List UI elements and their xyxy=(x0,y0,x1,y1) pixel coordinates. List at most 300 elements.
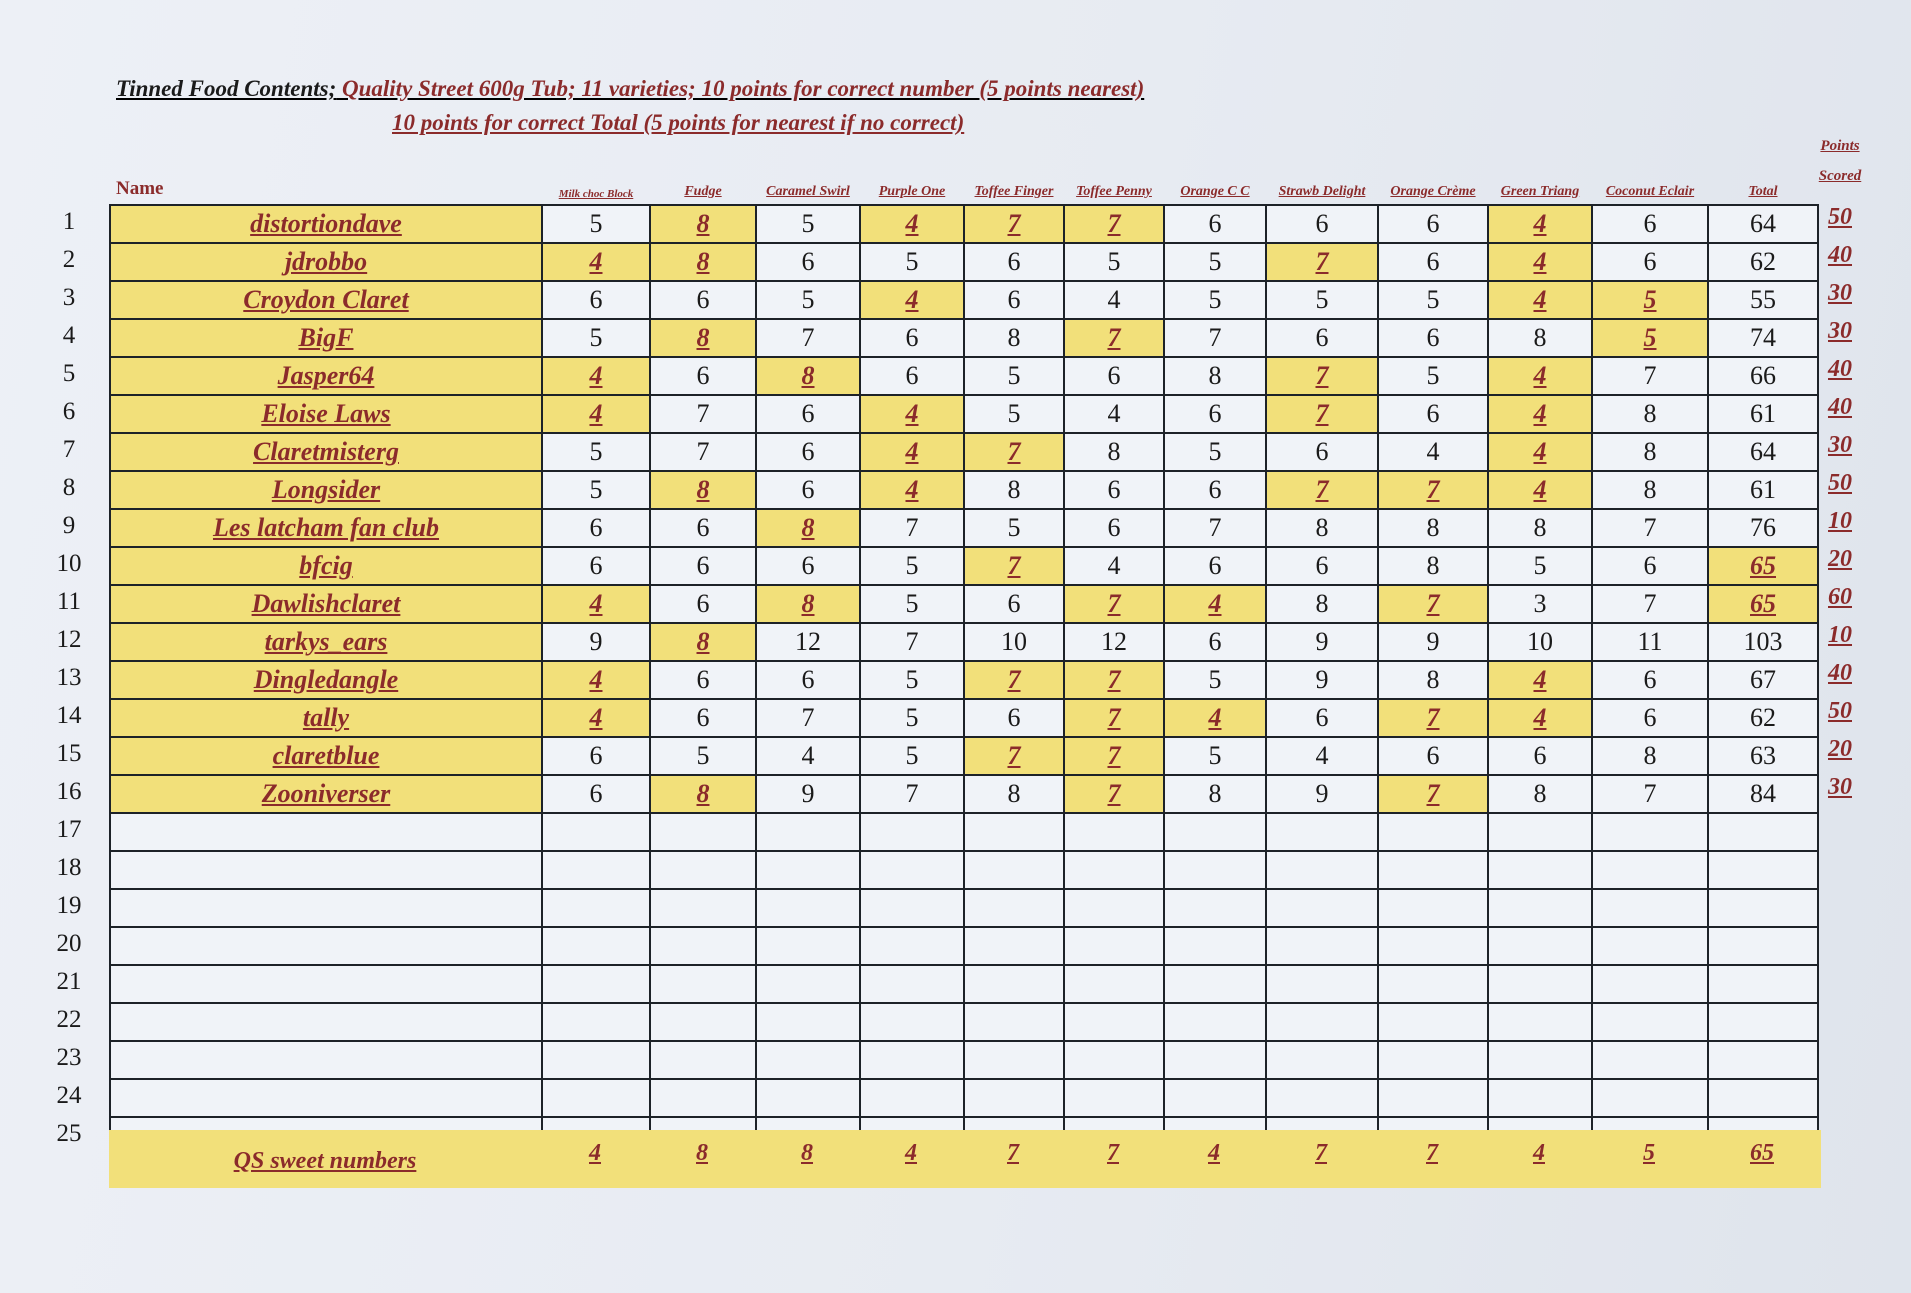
points-scored: 30 xyxy=(1828,318,1852,344)
total-cell: 74 xyxy=(1708,319,1818,357)
guess-cell: 6 xyxy=(1266,205,1378,243)
guess-cell: 6 xyxy=(1592,205,1708,243)
empty-cell xyxy=(650,1003,756,1041)
column-header: Coconut Eclair xyxy=(1605,184,1695,199)
empty-cell xyxy=(1266,927,1378,965)
empty-row xyxy=(110,851,1818,889)
points-scored: 40 xyxy=(1828,242,1852,268)
points-scored: 30 xyxy=(1828,432,1852,458)
column-header: Fudge xyxy=(684,184,722,199)
empty-cell xyxy=(1164,965,1266,1003)
empty-cell xyxy=(1488,1003,1592,1041)
guess-cell: 4 xyxy=(1488,395,1592,433)
guess-cell: 9 xyxy=(1266,661,1378,699)
answer-value: 4 xyxy=(1208,1140,1220,1166)
table-row xyxy=(110,699,1818,737)
empty-cell xyxy=(1266,1041,1378,1079)
participant-name: jdrobbo xyxy=(110,243,542,281)
empty-cell xyxy=(1592,889,1708,927)
guess-cell: 8 xyxy=(1378,509,1488,547)
table-row xyxy=(110,509,1818,547)
participant-name: Les latcham fan club xyxy=(110,509,542,547)
guess-cell: 4 xyxy=(1064,547,1164,585)
total-cell: 84 xyxy=(1708,775,1818,813)
points-scored: 10 xyxy=(1828,508,1852,534)
guess-cell: 6 xyxy=(1164,623,1266,661)
guess-cell: 4 xyxy=(542,661,650,699)
empty-cell xyxy=(110,927,542,965)
empty-cell xyxy=(1592,1079,1708,1117)
guess-cell: 6 xyxy=(1592,243,1708,281)
guess-cell: 6 xyxy=(964,243,1064,281)
guess-cell: 7 xyxy=(1164,509,1266,547)
empty-cell xyxy=(756,965,860,1003)
empty-cell xyxy=(1266,1003,1378,1041)
guess-cell: 6 xyxy=(964,281,1064,319)
guess-cell: 7 xyxy=(650,395,756,433)
answer-value: 7 xyxy=(1007,1140,1019,1166)
empty-cell xyxy=(110,889,542,927)
empty-cell xyxy=(1164,889,1266,927)
table-row xyxy=(110,661,1818,699)
empty-cell xyxy=(650,851,756,889)
guess-cell: 6 xyxy=(1592,699,1708,737)
empty-cell xyxy=(1064,1041,1164,1079)
guess-cell: 4 xyxy=(1488,281,1592,319)
empty-cell xyxy=(1378,813,1488,851)
column-header-name: Name xyxy=(116,178,164,199)
guess-cell: 9 xyxy=(1266,623,1378,661)
guess-cell: 4 xyxy=(860,395,964,433)
guess-cell: 6 xyxy=(756,433,860,471)
guess-cell: 6 xyxy=(1488,737,1592,775)
empty-row xyxy=(110,1003,1818,1041)
empty-cell xyxy=(756,1079,860,1117)
guess-cell: 5 xyxy=(860,585,964,623)
guess-cell: 3 xyxy=(1488,585,1592,623)
total-cell: 66 xyxy=(1708,357,1818,395)
participant-name: tally xyxy=(110,699,542,737)
empty-cell xyxy=(110,1041,542,1079)
guess-cell: 7 xyxy=(1064,775,1164,813)
guess-cell: 4 xyxy=(860,205,964,243)
empty-cell xyxy=(756,1041,860,1079)
empty-cell xyxy=(1708,1079,1818,1117)
participant-name: Croydon Claret xyxy=(110,281,542,319)
guess-cell: 9 xyxy=(756,775,860,813)
empty-cell xyxy=(860,851,964,889)
guess-cell: 6 xyxy=(1378,737,1488,775)
participant-name: Eloise Laws xyxy=(110,395,542,433)
empty-cell xyxy=(756,889,860,927)
guess-cell: 6 xyxy=(1266,699,1378,737)
guess-cell: 8 xyxy=(1592,737,1708,775)
guess-cell: 9 xyxy=(1378,623,1488,661)
empty-cell xyxy=(1378,1041,1488,1079)
guess-cell: 6 xyxy=(756,471,860,509)
empty-cell xyxy=(1378,965,1488,1003)
guess-cell: 4 xyxy=(1488,433,1592,471)
empty-cell xyxy=(542,1003,650,1041)
empty-cell xyxy=(860,1041,964,1079)
guess-cell: 7 xyxy=(1592,585,1708,623)
empty-cell xyxy=(860,1079,964,1117)
empty-cell xyxy=(542,851,650,889)
guess-cell: 8 xyxy=(1592,433,1708,471)
guess-cell: 7 xyxy=(964,737,1064,775)
results-table xyxy=(109,170,1819,1156)
empty-cell xyxy=(860,965,964,1003)
row-number: 11 xyxy=(56,588,82,615)
empty-cell xyxy=(542,1041,650,1079)
empty-row xyxy=(110,813,1818,851)
column-header: Milk choc Block xyxy=(558,188,634,200)
guess-cell: 6 xyxy=(1378,395,1488,433)
empty-cell xyxy=(110,813,542,851)
empty-cell xyxy=(964,813,1064,851)
empty-row xyxy=(110,965,1818,1003)
row-number: 23 xyxy=(56,1044,82,1071)
points-scored: 60 xyxy=(1828,584,1852,610)
row-number: 4 xyxy=(62,322,76,349)
guess-cell: 5 xyxy=(964,357,1064,395)
row-number: 1 xyxy=(62,208,76,235)
guess-cell: 5 xyxy=(1378,281,1488,319)
guess-cell: 4 xyxy=(860,471,964,509)
guess-cell: 6 xyxy=(1266,319,1378,357)
empty-cell xyxy=(1378,851,1488,889)
empty-cell xyxy=(1708,1041,1818,1079)
guess-cell: 7 xyxy=(1064,319,1164,357)
empty-cell xyxy=(1164,927,1266,965)
participant-name: tarkys_ears xyxy=(110,623,542,661)
guess-cell: 5 xyxy=(1164,433,1266,471)
guess-cell: 7 xyxy=(1064,585,1164,623)
answer-value: 8 xyxy=(801,1140,813,1166)
guess-cell: 6 xyxy=(1064,357,1164,395)
empty-row xyxy=(110,927,1818,965)
empty-cell xyxy=(542,1079,650,1117)
answer-value: 7 xyxy=(1315,1140,1327,1166)
guess-cell: 4 xyxy=(1488,661,1592,699)
points-scored: 20 xyxy=(1828,736,1852,762)
empty-cell xyxy=(650,965,756,1003)
participant-name: Jasper64 xyxy=(110,357,542,395)
guess-cell: 5 xyxy=(650,737,756,775)
title-line-1 xyxy=(116,76,1144,102)
row-number: 19 xyxy=(56,892,82,919)
empty-cell xyxy=(650,813,756,851)
points-scored: 50 xyxy=(1828,698,1852,724)
guess-cell: 7 xyxy=(1266,243,1378,281)
empty-cell xyxy=(1708,889,1818,927)
participant-name: Claretmisterg xyxy=(110,433,542,471)
guess-cell: 7 xyxy=(1378,471,1488,509)
empty-cell xyxy=(110,965,542,1003)
points-scored: 10 xyxy=(1828,622,1852,648)
guess-cell: 6 xyxy=(1378,205,1488,243)
guess-cell: 6 xyxy=(1592,661,1708,699)
table-row xyxy=(110,395,1818,433)
guess-cell: 4 xyxy=(542,395,650,433)
guess-cell: 8 xyxy=(1592,395,1708,433)
total-cell: 64 xyxy=(1708,433,1818,471)
guess-cell: 7 xyxy=(964,205,1064,243)
guess-cell: 7 xyxy=(1592,509,1708,547)
guess-cell: 6 xyxy=(1164,205,1266,243)
guess-cell: 7 xyxy=(1592,357,1708,395)
table-row xyxy=(110,281,1818,319)
guess-cell: 6 xyxy=(650,357,756,395)
participant-name: Longsider xyxy=(110,471,542,509)
guess-cell: 5 xyxy=(964,509,1064,547)
row-number: 6 xyxy=(62,398,76,425)
guess-cell: 6 xyxy=(1064,471,1164,509)
guess-cell: 6 xyxy=(650,699,756,737)
empty-cell xyxy=(1164,813,1266,851)
title-line-2: 10 points for correct Total (5 points for nearest if no correct) xyxy=(392,110,965,135)
guess-cell: 6 xyxy=(756,661,860,699)
total-cell: 103 xyxy=(1708,623,1818,661)
empty-cell xyxy=(1592,927,1708,965)
empty-row xyxy=(110,1079,1818,1117)
answer-value: 5 xyxy=(1643,1140,1655,1166)
guess-cell: 5 xyxy=(542,433,650,471)
empty-cell xyxy=(1064,1003,1164,1041)
guess-cell: 5 xyxy=(1592,281,1708,319)
column-header: Toffee Penny xyxy=(1076,184,1152,199)
guess-cell: 8 xyxy=(1164,775,1266,813)
guess-cell: 8 xyxy=(650,243,756,281)
guess-cell: 5 xyxy=(1164,661,1266,699)
table-row xyxy=(110,737,1818,775)
empty-cell xyxy=(650,927,756,965)
guess-cell: 7 xyxy=(860,623,964,661)
guess-cell: 8 xyxy=(756,585,860,623)
row-number: 2 xyxy=(62,246,76,273)
empty-cell xyxy=(542,813,650,851)
total-cell: 65 xyxy=(1708,585,1818,623)
guess-cell: 4 xyxy=(1164,699,1266,737)
guess-cell: 8 xyxy=(1164,357,1266,395)
row-number: 15 xyxy=(56,740,82,767)
guess-cell: 8 xyxy=(964,319,1064,357)
guess-cell: 10 xyxy=(1488,623,1592,661)
guess-cell: 7 xyxy=(1064,205,1164,243)
empty-cell xyxy=(1592,965,1708,1003)
column-header: Orange Crème xyxy=(1390,184,1476,199)
empty-cell xyxy=(1488,851,1592,889)
guess-cell: 4 xyxy=(1378,433,1488,471)
empty-cell xyxy=(1064,927,1164,965)
guess-cell: 12 xyxy=(1064,623,1164,661)
empty-cell xyxy=(1266,889,1378,927)
table-row xyxy=(110,319,1818,357)
guess-cell: 5 xyxy=(542,205,650,243)
guess-cell: 6 xyxy=(964,699,1064,737)
guess-cell: 8 xyxy=(650,319,756,357)
guess-cell: 8 xyxy=(650,623,756,661)
empty-cell xyxy=(964,927,1064,965)
guess-cell: 7 xyxy=(650,433,756,471)
guess-cell: 5 xyxy=(1378,357,1488,395)
table-row xyxy=(110,775,1818,813)
empty-cell xyxy=(756,813,860,851)
table-row xyxy=(110,547,1818,585)
empty-cell xyxy=(860,813,964,851)
total-cell: 55 xyxy=(1708,281,1818,319)
empty-cell xyxy=(110,851,542,889)
table-row xyxy=(110,205,1818,243)
empty-cell xyxy=(1378,1003,1488,1041)
empty-cell xyxy=(756,851,860,889)
guess-cell: 7 xyxy=(1164,319,1266,357)
guess-cell: 7 xyxy=(964,661,1064,699)
guess-cell: 4 xyxy=(1164,585,1266,623)
row-number: 22 xyxy=(56,1006,82,1033)
guess-cell: 8 xyxy=(1378,661,1488,699)
row-number: 8 xyxy=(62,474,76,501)
guess-cell: 8 xyxy=(964,775,1064,813)
empty-cell xyxy=(1064,1079,1164,1117)
guess-cell: 8 xyxy=(1266,585,1378,623)
column-header: Orange C C xyxy=(1180,184,1250,199)
guess-cell: 6 xyxy=(1266,433,1378,471)
guess-cell: 8 xyxy=(1064,433,1164,471)
empty-cell xyxy=(1488,1079,1592,1117)
answer-value: 4 xyxy=(905,1140,917,1166)
guess-cell: 7 xyxy=(756,699,860,737)
row-number: 20 xyxy=(56,930,82,957)
guess-cell: 7 xyxy=(964,547,1064,585)
guess-cell: 4 xyxy=(542,585,650,623)
participant-name: Dingledangle xyxy=(110,661,542,699)
points-header-line1: Points xyxy=(1820,138,1860,154)
guess-cell: 5 xyxy=(1164,281,1266,319)
guess-cell: 8 xyxy=(756,357,860,395)
row-number: 17 xyxy=(56,816,82,843)
guess-cell: 5 xyxy=(542,319,650,357)
empty-cell xyxy=(1592,813,1708,851)
row-number: 25 xyxy=(56,1120,82,1147)
guess-cell: 7 xyxy=(1266,395,1378,433)
empty-cell xyxy=(964,965,1064,1003)
row-number: 14 xyxy=(56,702,82,729)
empty-cell xyxy=(1488,813,1592,851)
total-cell: 64 xyxy=(1708,205,1818,243)
column-header: Green Triang xyxy=(1500,184,1580,199)
guess-cell: 4 xyxy=(860,281,964,319)
empty-cell xyxy=(1266,1079,1378,1117)
guess-cell: 6 xyxy=(756,243,860,281)
points-header-line2: Scored xyxy=(1818,168,1862,184)
column-header: Toffee Finger xyxy=(974,184,1054,199)
empty-cell xyxy=(542,889,650,927)
total-cell: 76 xyxy=(1708,509,1818,547)
guess-cell: 4 xyxy=(1064,281,1164,319)
guess-cell: 8 xyxy=(756,509,860,547)
empty-cell xyxy=(756,927,860,965)
total-cell: 62 xyxy=(1708,243,1818,281)
guess-cell: 4 xyxy=(1488,205,1592,243)
participant-name: BigF xyxy=(110,319,542,357)
column-header: Strawb Delight xyxy=(1278,184,1366,199)
guess-cell: 7 xyxy=(756,319,860,357)
guess-cell: 7 xyxy=(1592,775,1708,813)
empty-cell xyxy=(1592,1003,1708,1041)
guess-cell: 4 xyxy=(542,243,650,281)
guess-cell: 6 xyxy=(542,509,650,547)
table-row xyxy=(110,243,1818,281)
empty-cell xyxy=(964,1079,1064,1117)
guess-cell: 12 xyxy=(756,623,860,661)
guess-cell: 8 xyxy=(650,205,756,243)
empty-cell xyxy=(1592,1041,1708,1079)
table-row xyxy=(110,623,1818,661)
guess-cell: 11 xyxy=(1592,623,1708,661)
guess-cell: 4 xyxy=(1488,699,1592,737)
row-number: 3 xyxy=(62,284,76,311)
points-scored: 20 xyxy=(1828,546,1852,572)
guess-cell: 9 xyxy=(542,623,650,661)
guess-cell: 4 xyxy=(542,699,650,737)
guess-cell: 7 xyxy=(1064,737,1164,775)
empty-cell xyxy=(110,1079,542,1117)
row-number: 5 xyxy=(62,360,76,387)
guess-cell: 9 xyxy=(1266,775,1378,813)
empty-cell xyxy=(1592,851,1708,889)
guess-cell: 6 xyxy=(650,661,756,699)
table-row xyxy=(110,471,1818,509)
empty-cell xyxy=(860,1003,964,1041)
guess-cell: 6 xyxy=(542,281,650,319)
empty-cell xyxy=(1064,813,1164,851)
guess-cell: 7 xyxy=(964,433,1064,471)
guess-cell: 6 xyxy=(1164,395,1266,433)
guess-cell: 4 xyxy=(1266,737,1378,775)
guess-cell: 4 xyxy=(860,433,964,471)
guess-cell: 8 xyxy=(1592,471,1708,509)
empty-cell xyxy=(542,927,650,965)
guess-cell: 5 xyxy=(756,205,860,243)
empty-row xyxy=(110,1041,1818,1079)
guess-cell: 5 xyxy=(756,281,860,319)
empty-cell xyxy=(650,1041,756,1079)
guess-cell: 5 xyxy=(964,395,1064,433)
points-scored: 30 xyxy=(1828,774,1852,800)
row-number: 10 xyxy=(56,550,82,577)
table-row xyxy=(110,357,1818,395)
total-cell: 65 xyxy=(1708,547,1818,585)
guess-cell: 6 xyxy=(1164,471,1266,509)
table-row xyxy=(110,585,1818,623)
guess-cell: 5 xyxy=(542,471,650,509)
header-row xyxy=(110,170,1818,205)
answer-value: 8 xyxy=(696,1140,708,1166)
empty-cell xyxy=(1164,1041,1266,1079)
guess-cell: 4 xyxy=(1488,357,1592,395)
answer-value: 4 xyxy=(589,1140,601,1166)
guess-cell: 8 xyxy=(1488,319,1592,357)
empty-cell xyxy=(964,851,1064,889)
empty-cell xyxy=(1378,889,1488,927)
guess-cell: 6 xyxy=(542,547,650,585)
guess-cell: 6 xyxy=(1378,243,1488,281)
empty-cell xyxy=(1064,965,1164,1003)
guess-cell: 5 xyxy=(1488,547,1592,585)
guess-cell: 6 xyxy=(1164,547,1266,585)
empty-cell xyxy=(650,1079,756,1117)
